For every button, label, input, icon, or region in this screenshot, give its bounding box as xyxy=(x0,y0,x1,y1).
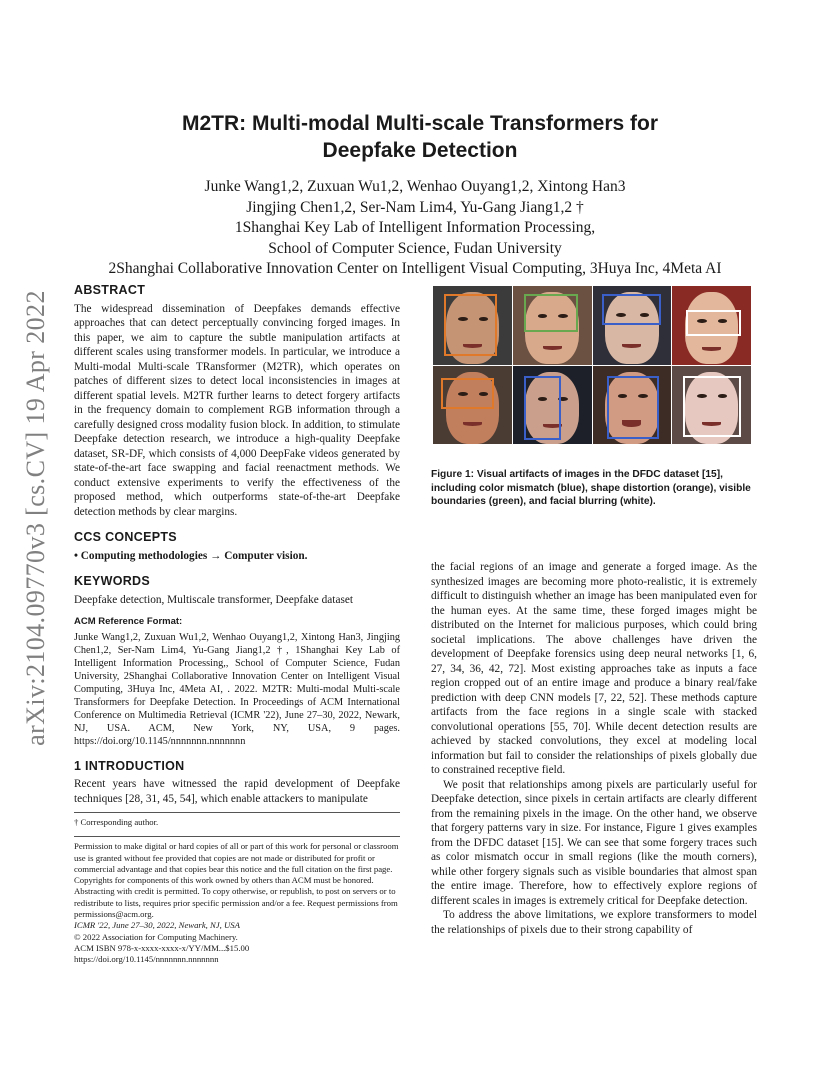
face-image xyxy=(433,366,512,445)
figure-1 xyxy=(431,286,757,509)
facial-blurring-box xyxy=(683,376,741,437)
copyright-line: © 2022 Association for Computing Machinery. xyxy=(74,931,238,942)
keywords-text: Deepfake detection, Multiscale transformer, Deepfake dataset xyxy=(74,593,354,606)
isbn-line: ACM ISBN 978-x-xxxx-xxxx-x/YY/MM...$15.00 xyxy=(74,942,250,953)
permission-rule xyxy=(74,836,400,837)
arxiv-stamp-text: arXiv:2104.09770v3 [cs.CV] 19 Apr 2022 xyxy=(21,290,50,746)
facial-blurring-box xyxy=(686,310,740,336)
shape-distortion-box xyxy=(444,294,497,356)
ccs-heading: CCS CONCEPTS xyxy=(74,530,177,544)
footnote-rule xyxy=(74,812,400,813)
color-mismatch-box xyxy=(524,376,561,440)
affiliation-line-3: 2Shanghai Collaborative Innovation Center on Intelligent Visual Computing, 3Huya Inc, 4Meta AI xyxy=(108,260,722,277)
acm-reference-text: Junke Wang1,2, Zuxuan Wu1,2, Wenhao Ouyang1,2, Xintong Han3, Jingjing Chen1,2, Ser-Nam Lim4, Yu-Gang Jiang1,2 †, 1Shanghai Key Lab of Intelligent Information Processing,, School of Computer Science, Fudan University, 2Shanghai Collaborative Innovation Center on Intelligent Visual Computing, 3Huya Inc, 4Meta AI, . 2022. M2TR: Multi-modal Multi-scale Transformers for Deepfake Detection. In Proceedings of ACM International Conference on Multimedia Retrieval (ICMR '22), June 27–30, 2022, Newark, NJ, USA. ACM, New York, NY, USA, 9 pages. https://doi.org/10.1145/nnnnnnn.nnnnnnn xyxy=(74,631,400,747)
color-mismatch-box xyxy=(607,376,660,438)
face-image xyxy=(433,286,512,365)
venue-line: ICMR '22, June 27–30, 2022, Newark, NJ, USA xyxy=(74,920,240,931)
title-line-1: M2TR: Multi-modal Multi-scale Transformers for xyxy=(181,112,659,135)
intro-paragraph-3: To address the above limitations, we explore transformers to model the relationships of pixels due to their strong capability of xyxy=(431,909,757,936)
face-image xyxy=(672,366,751,445)
intro-text: Recent years have witnessed the rapid development of Deepfake techniques [28, 31, 45, 54], which enable attackers to manipulate xyxy=(74,778,400,805)
intro-paragraph-1: the facial regions of an image and generate a forged image. As the synthesized images are becoming more photo-realistic, it is extremely difficult to distinguish whether an image has been manipulated even for the human eyes. At the same time, these forged images might be distributed on the Internet for malicious purposes, which could bring societal implications. The above challenges have driven the development of Deepfake forensics using deep neural networks [1, 6, 27, 34, 36, 42, 72]. Most existing approaches take as inputs a face region cropped out of an entire image and produce a binary real/fake prediction with deep CNN models [7, 22, 52]. These methods capture artifacts from the face regions in a single scale with stacked convolutional operations [55, 70]. While decent detection results are achieved by stacked convolutions, they excel at modeling local information but fail to consider the relationships of pixels globally due to constrained receptive field. xyxy=(431,561,757,776)
abstract-text: The widespread dissemination of Deepfakes demands effective approaches that can detect perceptually convincing forged images. In this paper, we aim to capture the subtle manipulation artifacts at different scales using transformer models. In particular, we introduce a Multi-modal Multi-scale TRansformer (M2TR), which operates on patches of different sizes to detect local inconsistencies in images at different spatial levels. M2TR further learns to detect forgery artifacts in the frequency domain to complement RGB information through a carefully designed cross modality fusion block. In addition, to stimulate Deepfake detection research, we introduce a high-quality Deepfake dataset, SR-DF, which consists of 4,000 DeepFake videos generated by state-of-the-art face swapping and facial reenactment methods. We conduct extensive experiments to verify the effectiveness of the proposed method, which outperforms state-of-the-art Deepfake detection methods by clear margins. xyxy=(74,302,400,518)
arxiv-stamp xyxy=(14,283,58,753)
affiliation-line-1: 1Shanghai Key Lab of Intelligent Information Processing, xyxy=(234,219,596,236)
authors-line-1: Junke Wang1,2, Zuxuan Wu1,2, Wenhao Ouyang1,2, Xintong Han3 xyxy=(204,178,626,195)
ccs-text: • Computing methodologies → Computer vision. xyxy=(74,549,308,562)
shape-distortion-box xyxy=(441,378,494,409)
face-image xyxy=(672,286,751,365)
keywords-heading: KEYWORDS xyxy=(74,574,151,588)
abstract-heading: ABSTRACT xyxy=(74,283,146,297)
permission-notice: Permission to make digital or hard copies of all or part of this work for personal or classroom use is granted without fee provided that copies are not made or distributed for profit or commercial advantage and that copies bear this notice and the full citation on the first page. Copyrights for components of this work owned by others than ACM must be honored. Abstracting with credit is permitted. To copy otherwise, or republish, to post on servers or to redistribute to lists, requires prior specific permission and/or a fee. Request permissions from permissions@acm.org. xyxy=(74,841,399,920)
face-image xyxy=(513,286,592,365)
face-image xyxy=(593,286,672,365)
face-image xyxy=(593,366,672,445)
authors-line-2: Jingjing Chen1,2, Ser-Nam Lim4, Yu-Gang Jiang1,2 † xyxy=(246,198,584,216)
right-column xyxy=(431,560,757,937)
intro-heading: 1 INTRODUCTION xyxy=(74,758,185,773)
face-image-grid xyxy=(433,286,751,444)
color-mismatch-box xyxy=(602,294,661,325)
visible-boundary-box xyxy=(524,294,578,333)
doi-line: https://doi.org/10.1145/nnnnnnn.nnnnnnn xyxy=(74,954,219,965)
face-image xyxy=(513,366,592,445)
corresponding-author-note: † Corresponding author. xyxy=(74,817,159,827)
paper-title xyxy=(120,110,720,164)
author-block xyxy=(60,177,770,280)
acm-reference-heading: ACM Reference Format: xyxy=(74,616,183,627)
title-line-2: Deepfake Detection xyxy=(322,139,518,162)
affiliation-line-2: School of Computer Science, Fudan University xyxy=(268,239,562,257)
intro-paragraph-2: We posit that relationships among pixels are particularly useful for Deepfake detection, since pixels in certain artifacts are clearly different from the remaining pixels in the image. On the other hand, we observe that forgery patterns vary in size. For instance, Figure 1 gives examples from the DFDC dataset [15]. We can see that some forgery traces such as color mismatch occur in small regions (like the mouth corners), while other forgery signals such as visible boundaries that almost span the entire image. Therefore, how to effectively explore regions of different scales in images is extremely critical for Deepfake detection. xyxy=(431,778,757,907)
figure-1-caption: Figure 1: Visual artifacts of images in the DFDC dataset [15], including color mismatch (blue), shape distortion (orange), visible boundaries (green), and facial blurring (white). xyxy=(431,469,751,508)
left-column xyxy=(74,283,400,966)
